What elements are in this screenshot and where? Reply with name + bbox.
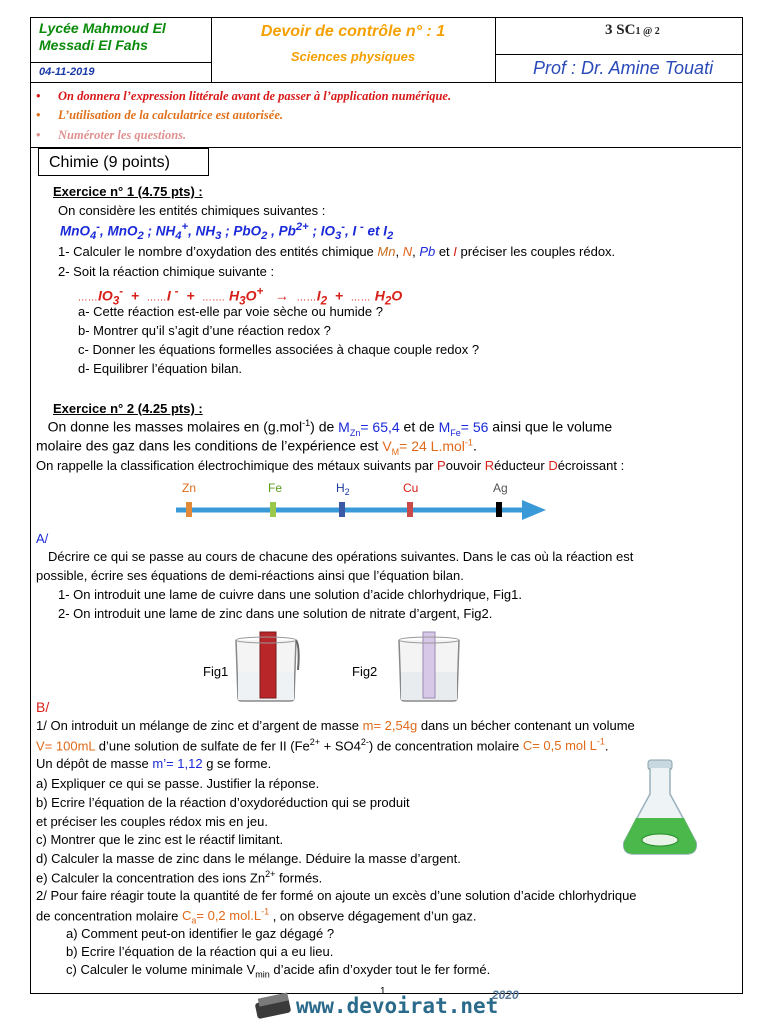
exam-date: 04-11-2019: [31, 62, 211, 81]
b22a: de concentration molaire: [36, 908, 182, 924]
q1-post: préciser les couples rédox.: [456, 244, 616, 259]
ex1-qa: a- Cette réaction est-elle par voie sèche ou humide ?: [78, 304, 383, 319]
section-title-chimie: Chimie (9 points): [38, 148, 209, 176]
mzn: $M_{Zn}= 65,4$: [338, 418, 400, 438]
b2cq: c) Calculer le volume minimale V: [66, 962, 256, 977]
part-b2-line1: 2/ Pour faire réagir toute la quantité de fer formé on ajoute un excès d’une solution d’acide chlorhydrique: [36, 888, 637, 903]
tick-cu: [407, 502, 413, 517]
ex1-q2: 2- Soit la réaction chimique suivante :: [58, 264, 275, 279]
header-table: [30, 17, 743, 83]
ex1-reaction: $\dots\dots IO_3^-$ + ……I - + ……. $H_3O^+$ → $\dots\dots I_2$ + …… $H_2O$: [78, 285, 403, 308]
part-b2-qc: c) Calculer le volume minimale $V_{min}$ d’acide afin d’oxyder tout le fer formé.: [66, 962, 491, 980]
q1-mn: Mn: [377, 244, 396, 259]
prof-name: Prof : Dr. Amine Touati: [495, 54, 742, 82]
part-b-line2: V= 100mL d’une solution de sulfate de fer II $(Fe^{2+} + SO4^{2-})$ de concentration molaire C= 0,5 mol $L^{-1}$.: [36, 737, 609, 754]
be: e) Calculer la concentration des ions Zn: [36, 870, 266, 886]
b2C: C= 0,5 mol L: [522, 738, 597, 754]
note-1-text: On donnera l’expression littérale avant de passer à l’application numérique.: [58, 89, 452, 103]
tick-zn: [186, 502, 192, 517]
ouvoir: ouvoir: [445, 458, 485, 473]
label-fe: Fe: [268, 481, 283, 495]
ca-value: $C_a= 0,2$ $mol.L^{-1}$: [181, 907, 270, 926]
exam-subtitle: Sciences physiques: [290, 49, 416, 64]
p-letter: P: [437, 458, 446, 473]
class-cell: [495, 18, 742, 82]
ex1-qb: b- Montrer qu’il s’agit d’une réaction redox ?: [78, 323, 331, 338]
l3: On rappelle la classification électrochimique des métaux suivants par: [36, 458, 438, 473]
be2: formés.: [275, 870, 323, 886]
b2b: d’une solution de sulfate de fer II (Fe: [95, 738, 310, 754]
b1a: 1/ On introduit un mélange de zinc et d’argent de masse: [36, 718, 363, 733]
part-a-line1: Décrire ce qui se passe au cours de chacune des opérations suivantes. Dans le cas où la réaction est: [48, 549, 634, 564]
ex2-line1: On donne les masses molaires en (g.mol$^{-1}$) de $M_{Zn}= 65,4$ et de $M_{Fe}= 56$ ainsi que le volume: [47, 418, 613, 438]
part-b2-qa: a) Comment peut-on identifier le gaz dégagé ?: [66, 926, 335, 941]
fig2-beaker: [395, 630, 465, 702]
ex1-entities: MnO$_4$-, MnO$_2$ ; $NH_4^+$, $NH_3$ ; PbO$_2$ , $Pb^{2+}$ ; $IO_3^-$, I - et $I_2$: [60, 221, 394, 243]
l1d: ainsi que le volume: [488, 418, 613, 435]
tick-fe: [270, 502, 276, 517]
title-cell: [211, 18, 496, 82]
q1-pb: Pb: [419, 244, 436, 259]
class-label: [605, 22, 660, 39]
part-b-line1: [36, 718, 635, 733]
school-cell: [31, 18, 212, 82]
ecroissant: écroissant :: [557, 458, 625, 473]
l1b: ) de: [310, 418, 339, 435]
fig1-beaker: [232, 630, 302, 702]
ex1-q1: 1- Calculer le nombre d’oxydation des entités chimique Mn, N, Pb et I préciser les couples rédox.: [58, 244, 616, 259]
part-b-label: B/: [36, 699, 50, 715]
l1c: et de: [399, 418, 439, 435]
l2a: molaire des gaz dans les conditions de l’expérience est: [36, 437, 383, 454]
part-a-line2: possible, écrire ses équations de demi-réactions ainsi que l’équation bilan.: [36, 568, 464, 583]
b2cq2: d’acide afin d’oxyder tout le fer formé.: [269, 962, 491, 977]
class-main: 3 SC: [605, 22, 636, 38]
b3: Un dépôt de masse: [36, 756, 153, 771]
part-b2-qb: b) Ecrire l’équation de la réaction qui a eu lieu.: [66, 944, 334, 959]
ex1-intro: On considère les entités chimiques suivantes :: [58, 203, 326, 218]
label-cu: Cu: [403, 481, 419, 495]
label-h2: $H_2$: [336, 481, 350, 497]
school-line-1: Lycée Mahmoud El: [39, 20, 166, 36]
part-b-qe: e) Calculer la concentration des ions $Zn^{2+}$ formés.: [36, 869, 323, 886]
note-3: • Numéroter les questions.: [36, 128, 187, 142]
tick-h2: [339, 502, 345, 517]
scale-arrowhead: [522, 500, 546, 520]
tick-ag: [496, 502, 502, 517]
part-a-q2: 2- On introduit une lame de zinc dans une solution de nitrate d’argent, Fig2.: [58, 606, 493, 621]
b2c: + SO4: [320, 738, 361, 754]
b3m: m’= 1,12: [152, 756, 203, 771]
part-b2-line2: [36, 907, 477, 926]
q1-et: et: [435, 244, 454, 259]
l1a: On donne les masses molaires en (g.mol: [47, 418, 303, 435]
class-sub: 1 @ 2: [635, 26, 660, 37]
school-name: [39, 20, 166, 54]
label-zn: Zn: [182, 481, 197, 495]
footer-year: 2020: [492, 988, 519, 1002]
b2d: ) de concentration molaire: [368, 738, 523, 754]
ex1-qc: c- Donner les équations formelles associées à chaque couple redox ?: [78, 342, 480, 357]
q1-pre: 1- Calculer le nombre d’oxydation des entités chimique: [58, 244, 378, 259]
exam-title: Devoir de contrôle n° : 1: [260, 23, 446, 40]
ex2-line2: molaire des gaz dans les conditions de l’expérience est $V_M= 24$ L.mol$^{-1}$.: [36, 437, 477, 457]
ex2-title: Exercice n° 2 (4.25 pts) :: [53, 401, 203, 416]
footer-logo-text[interactable]: www.devoirat.net: [296, 994, 499, 1018]
b3b: g se forme.: [202, 756, 272, 771]
ex1-qd: d- Equilibrer l’équation bilan.: [78, 361, 243, 376]
part-b-line3: [36, 756, 271, 771]
d-letter: D: [548, 458, 558, 473]
flask-bottom-highlight: [642, 834, 678, 846]
q1-i: I: [453, 244, 457, 259]
part-b-qb2: et préciser les couples rédox mis en jeu.: [36, 814, 268, 829]
mfe: $M_{Fe}= 56$: [438, 418, 489, 438]
fig1-label: Fig1: [203, 664, 229, 679]
part-b-qd: d) Calculer la masse de zinc dans le mélange. Déduire la masse d’argent.: [36, 851, 461, 866]
note-3-text: Numéroter les questions.: [58, 128, 187, 142]
school-line-2: Messadi El Fahs: [39, 37, 148, 53]
b22b: , on observe dégagement d’un gaz.: [269, 908, 477, 924]
b1m: m= 2,54g: [362, 718, 418, 733]
devoirat-logo-icon: [252, 990, 298, 1020]
part-b-qa: a) Expliquer ce qui se passe. Justifier la réponse.: [36, 776, 320, 791]
b1b: dans un bécher contenant un volume: [417, 718, 635, 733]
part-b-qb1: b) Ecrire l’équation de la réaction d’oxydoréduction qui se produit: [36, 795, 410, 810]
vm: $V_M= 24$ L.mol$^{-1}$: [382, 437, 473, 457]
b2v: V= 100mL: [36, 738, 96, 754]
fig2-label: Fig2: [352, 664, 378, 679]
part-a-label: A/: [36, 531, 49, 546]
part-a-q1: 1- On introduit une lame de cuivre dans une solution d’acide chlorhydrique, Fig1.: [58, 587, 522, 602]
ex2-line3: [36, 458, 624, 473]
ex1-title: Exercice n° 1 (4.75 pts) :: [53, 184, 203, 199]
label-ag: Ag: [493, 481, 508, 495]
note-2-text: L’utilisation de la calculatrice est autorisée.: [58, 108, 283, 122]
fig1-copper-plate: [260, 632, 276, 698]
note-1: • On donnera l’expression littérale avant de passer à l’application numérique.: [36, 89, 452, 103]
r-letter: R: [484, 458, 495, 473]
electrochemical-scale: [170, 476, 550, 524]
q1-n: N: [402, 244, 413, 259]
part-b-qc: c) Montrer que le zinc est le réactif limitant.: [36, 832, 284, 847]
erlenmeyer-flask: [618, 758, 702, 858]
fig2-zinc-plate: [423, 632, 435, 698]
educteur: éducteur: [494, 458, 549, 473]
page-number: 1: [380, 986, 386, 997]
note-2: • L’utilisation de la calculatrice est autorisée.: [36, 108, 283, 122]
